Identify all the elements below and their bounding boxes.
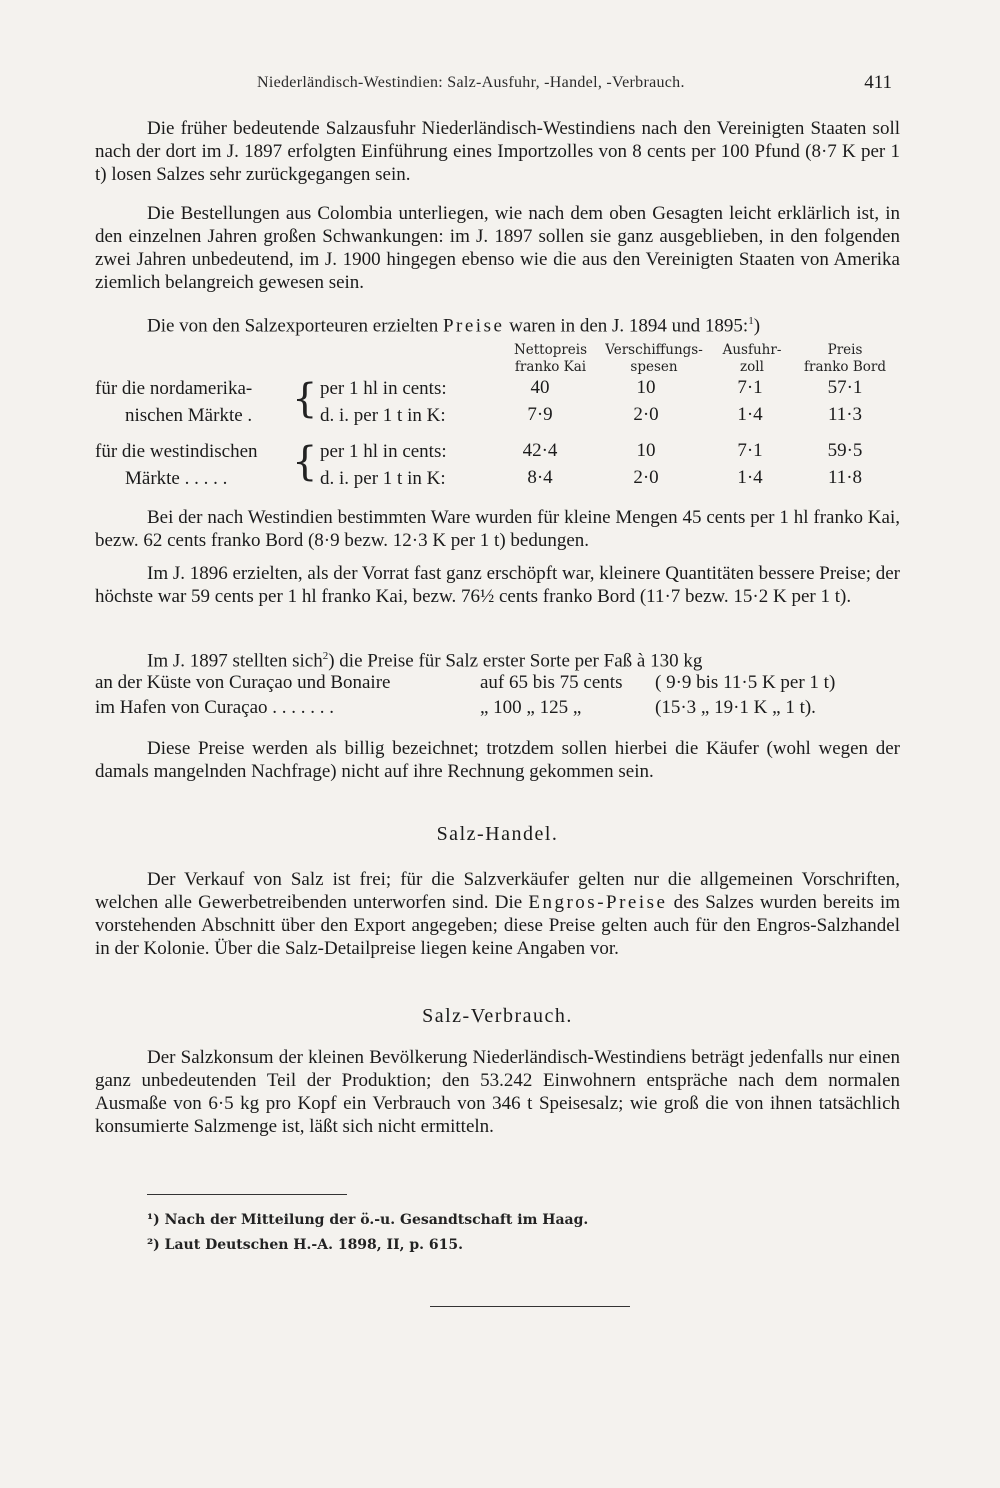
header-title: Niederländisch-Westindien: Salz-Ausfuhr, -Handel, -Verbrauch.: [257, 74, 685, 91]
price-line-converted: (15·3 „ 19·1 K „ 1 t).: [655, 697, 816, 718]
brace-icon: {: [292, 376, 318, 422]
footnote-separator: [147, 1194, 347, 1195]
table-cell: 8·4: [527, 467, 553, 488]
table-cell: 2·0: [633, 467, 659, 488]
table-cell: 11·8: [827, 467, 863, 488]
section-heading-handel: Salz-Handel.: [436, 823, 559, 845]
paragraph-1: Die früher bedeutende Salzausfuhr Niederländisch-Westindiens nach den Vereinigten Staaten soll nach der dort im J. 1897 erfolgten Einführung eines Importzolles von 8 cents per 100 Pfund (8·7 K per 1 t) losen Salzes sehr zurückgegangen sein.: [95, 118, 900, 185]
paragraph-4: Bei der nach Westindien bestimmten Ware wurden für kleine Mengen 45 cents per 1 hl franko Kai, bezw. 62 cents franko Bord (8·9 bezw. 12·3 K per 1 t) bedungen.: [95, 507, 900, 551]
table-cell: 10: [636, 440, 656, 461]
paragraph-2: Die Bestellungen aus Colombia unterliegen, wie nach dem oben Gesagten leicht erklärlich ist, in den einzelnen Jahren großen Schwankungen: im J. 1897 sollen sie ganz ausgeblieben, in den folgenden zwei Jahren unbedeutend, im J. 1900 hingegen ebenso wie die aus den Vereinigten Staaten von Amerika ziemlich belangreich gewesen sein.: [95, 203, 900, 293]
table-label: nischen Märkte .: [125, 405, 253, 426]
spaced-word-engros: Engros-Preise: [528, 892, 668, 913]
spaced-word-preise: Preise: [442, 315, 505, 337]
table-cell: 7·1: [737, 440, 763, 461]
paragraph-3: Die von den Salzexporteuren erzielten Preise waren in den J. 1894 und 1895:$^1$): [147, 315, 761, 337]
footnote-ref-1: 1: [748, 315, 754, 327]
table-header-preis: Preis franko Bord: [804, 342, 886, 375]
price-line-label: an der Küste von Curaçao und Bonaire: [95, 672, 391, 693]
brace-icon: {: [292, 439, 318, 485]
page-number: 411: [864, 72, 892, 93]
price-line-range: „ 100 „ 125 „: [480, 697, 582, 718]
table-header-verschiffung: Verschiffungs- spesen: [605, 342, 703, 375]
table-cell: 7·9: [527, 404, 553, 425]
paragraph-6: Im J. 1897 stellten sich$^2$) die Preise für Salz erster Sorte per Faß à 130 kg: [147, 650, 703, 672]
price-line-converted: ( 9·9 bis 11·5 K per 1 t): [655, 672, 836, 693]
table-label: Märkte . . . . .: [125, 468, 228, 489]
table-cell: 1·4: [737, 404, 763, 425]
table-cell: 10: [636, 377, 656, 398]
table-cell: 42·4: [522, 440, 558, 461]
price-line-range: auf 65 bis 75 cents: [480, 672, 623, 693]
table-cell: 7·1: [737, 377, 763, 398]
table-header-ausfuhrzoll: Ausfuhr- zoll: [722, 342, 782, 375]
table-cell: 59·5: [827, 440, 863, 461]
table-cell: 1·4: [737, 467, 763, 488]
table-label: für die nordamerika-: [95, 378, 253, 399]
table-unit: per 1 hl in cents:: [320, 378, 447, 399]
running-header: [95, 72, 900, 98]
table-cell: 40: [530, 377, 550, 398]
paragraph-8: Der Verkauf von Salz ist frei; für die Salzverkäufer gelten nur die allgemeinen Vorschriften, welchen alle Gewerbetreibenden unterworfen sind. Die Engros-Preise des Salzes wurden bereits im vorstehenden Abschnitt über den Export angegeben; diese Preise gelten auch für den Engros-Salzhandel in der Kolonie. Über die Salz-Detailpreise liegen keine Angaben vor.: [95, 869, 901, 959]
paragraph-5: Im J. 1896 erzielten, als der Vorrat fast ganz erschöpft war, kleinere Quantitäten bessere Preise; der höchste war 59 cents per 1 hl franko Kai, bezw. 76½ cents franko Bord (11·7 bezw. 15·2 K per 1 t).: [95, 563, 900, 607]
page-end-rule: [430, 1306, 630, 1307]
paragraph-7: Diese Preise werden als billig bezeichnet; trotzdem sollen hierbei die Käufer (wohl wegen der damals mangelnden Nachfrage) nicht auf ihre Rechnung gekommen sein.: [95, 738, 900, 782]
table-cell: 57·1: [827, 377, 863, 398]
footnote-2: ²) Laut Deutschen H.-A. 1898, II, p. 615.: [147, 1237, 464, 1253]
table-header-nettopreis: Nettopreis franko Kai: [513, 342, 588, 375]
table-cell: 2·0: [633, 404, 659, 425]
table-unit: d. i. per 1 t in K:: [320, 405, 446, 426]
section-heading-verbrauch: Salz-Verbrauch.: [422, 1005, 573, 1027]
price-line-label: im Hafen von Curaçao . . . . . . .: [95, 697, 335, 718]
footnote-1: ¹) Nach der Mitteilung der ö.-u. Gesandtschaft im Haag.: [147, 1212, 589, 1228]
table-unit: per 1 hl in cents:: [320, 441, 447, 462]
table-cell: 11·3: [827, 404, 863, 425]
paragraph-9: Der Salzkonsum der kleinen Bevölkerung Niederländisch-Westindiens beträgt jedenfalls nur einen ganz unbedeutenden Teil der Produktion; den 53.242 Einwohnern entspräche nach dem normalen Ausmaße von 6·5 kg pro Kopf ein Verbrauch von 346 t Speisesalz; wie groß die von ihnen tatsächlich konsumierte Salzmenge ist, läßt sich nicht ermitteln.: [95, 1047, 900, 1137]
table-label: für die westindischen: [95, 441, 258, 462]
footnote-ref-2: 2: [322, 650, 329, 662]
table-unit: d. i. per 1 t in K:: [320, 468, 446, 489]
